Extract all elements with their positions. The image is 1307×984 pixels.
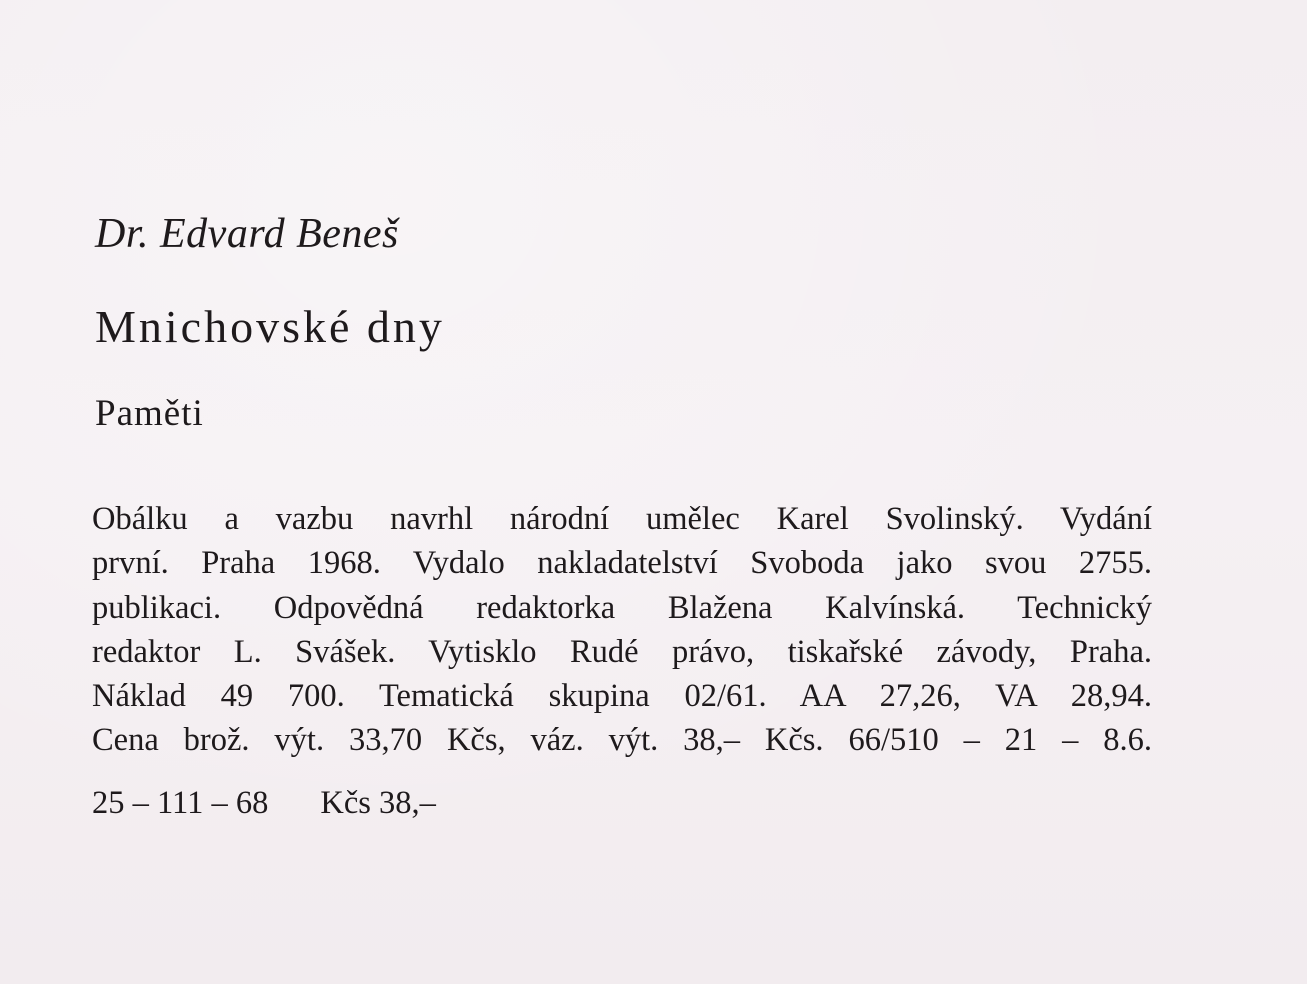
catalog-price-line: [92, 785, 436, 822]
colophon-line: publikaci. Odpovědná redaktorka Blažena Kalvínská. Technický: [92, 589, 1152, 626]
book-subtitle: Paměti: [95, 393, 204, 434]
colophon-line: redaktor L. Svášek. Vytisklo Rudé právo, tiskařské závody, Praha.: [92, 633, 1152, 670]
catalog-number: 25 – 111 – 68: [92, 785, 269, 821]
price: Kčs 38,–: [320, 785, 436, 821]
colophon: [92, 497, 1152, 763]
colophon-line: Obálku a vazbu navrhl národní umělec Karel Svolinský. Vydání: [92, 501, 1152, 537]
colophon-line: první. Praha 1968. Vydalo nakladatelství Svoboda jako svou 2755.: [92, 545, 1152, 582]
author-name: Dr. Edvard Beneš: [95, 211, 399, 257]
colophon-line: Náklad 49 700. Tematická skupina 02/61. AA 27,26, VA 28,94.: [92, 678, 1152, 715]
colophon-line: Cena brož. výt. 33,70 Kčs, váz. výt. 38,– Kčs. 66/510 – 21 – 8.6.: [92, 722, 1152, 759]
book-title: Mnichovské dny: [95, 301, 445, 352]
